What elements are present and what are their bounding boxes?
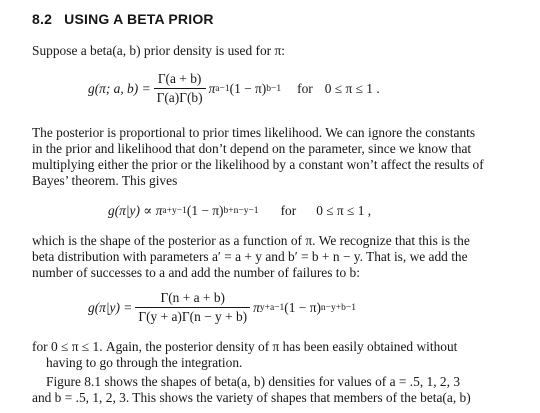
eq3-base2: (1 − π) xyxy=(284,299,321,315)
eq1-for: for xyxy=(297,80,313,96)
eq3-base1: π xyxy=(253,299,260,315)
eq3-fraction xyxy=(135,290,250,325)
eq1-kernel-base1: π xyxy=(208,80,216,96)
paragraph-intro: Suppose a beta(a, b) prior density is used for π: xyxy=(32,43,285,58)
eq1-numerator: Γ(a + b) xyxy=(157,71,202,86)
para3-line: number of successes to a and add the number of failures to b: xyxy=(32,265,360,280)
para5-line: Figure 8.1 shows the shapes of beta(a, b) densities for values of a = .5, 1, 2, 3 xyxy=(46,374,461,389)
eq3-lhs: g(π|y) = xyxy=(88,299,133,315)
para5-line: and b = .5, 1, 2, 3. This shows the variety of shapes that members of the beta(a, b) xyxy=(32,390,471,405)
section-title: USING A BETA PRIOR xyxy=(64,11,214,27)
para4-line: having to go through the integration. xyxy=(46,355,243,370)
equation-prior-density: g(π; a, b) = $\frac{\Gamma(a + b)}{\Gamma(a)\Gamma(b)}$ π a−1 (1 − π) b−1 for 0 ≤ π ≤ 1 . xyxy=(88,71,380,105)
section-number: 8.2 xyxy=(32,11,53,27)
eq3-numerator: Γ(n + a + b) xyxy=(160,290,225,305)
eq1-fraction xyxy=(154,71,206,106)
para2-line: Bayes’ theorem. This gives xyxy=(32,173,178,188)
para3-line: which is the shape of the posterior as a function of π. We recognize that this is the xyxy=(32,233,470,248)
para2-line: in the prior and likelihood that don’t depend on the parameter, since we know that xyxy=(32,141,472,156)
eq1-range: 0 ≤ π ≤ 1 . xyxy=(324,80,380,96)
equation-posterior-kernel: g(π|y) ∝ π a+y−1 (1 − π) b+n−y−1 for 0 ≤ π ≤ 1 , xyxy=(108,203,372,218)
eq1-denominator: Γ(a)Γ(b) xyxy=(154,88,206,106)
eq1-lhs: g(π; a, b) = xyxy=(88,80,151,96)
para4-line: for 0 ≤ π ≤ 1. Again, the posterior density of π has been easily obtained without xyxy=(32,339,458,354)
eq2-lhs: g(π|y) ∝ π xyxy=(108,203,163,218)
para3-line: beta distribution with parameters a′ = a + y and b′ = b + n − y. That is, we add the xyxy=(32,249,468,264)
para2-line: The posterior is proportional to prior times likelihood. We can ignore the constants xyxy=(32,125,476,140)
eq2-mid: (1 − π) xyxy=(186,203,224,218)
equation-posterior-density: g(π|y) = $\frac{\Gamma(n + a + b)}{\Gamma(y + a)\Gamma(n - y + b)}$ π y+a−1 (1 − π) n−y+b−1 xyxy=(88,290,356,324)
eq1-kernel-base2: (1 − π) xyxy=(229,80,267,96)
eq3-denominator: Γ(y + a)Γ(n − y + b) xyxy=(135,307,250,325)
eq2-for: for xyxy=(280,203,297,218)
section-heading xyxy=(32,11,214,27)
para2-line: multiplying either the prior or the likelihood by a constant won’t affect the results of xyxy=(32,157,484,172)
eq2-range: 0 ≤ π ≤ 1 , xyxy=(316,203,372,218)
